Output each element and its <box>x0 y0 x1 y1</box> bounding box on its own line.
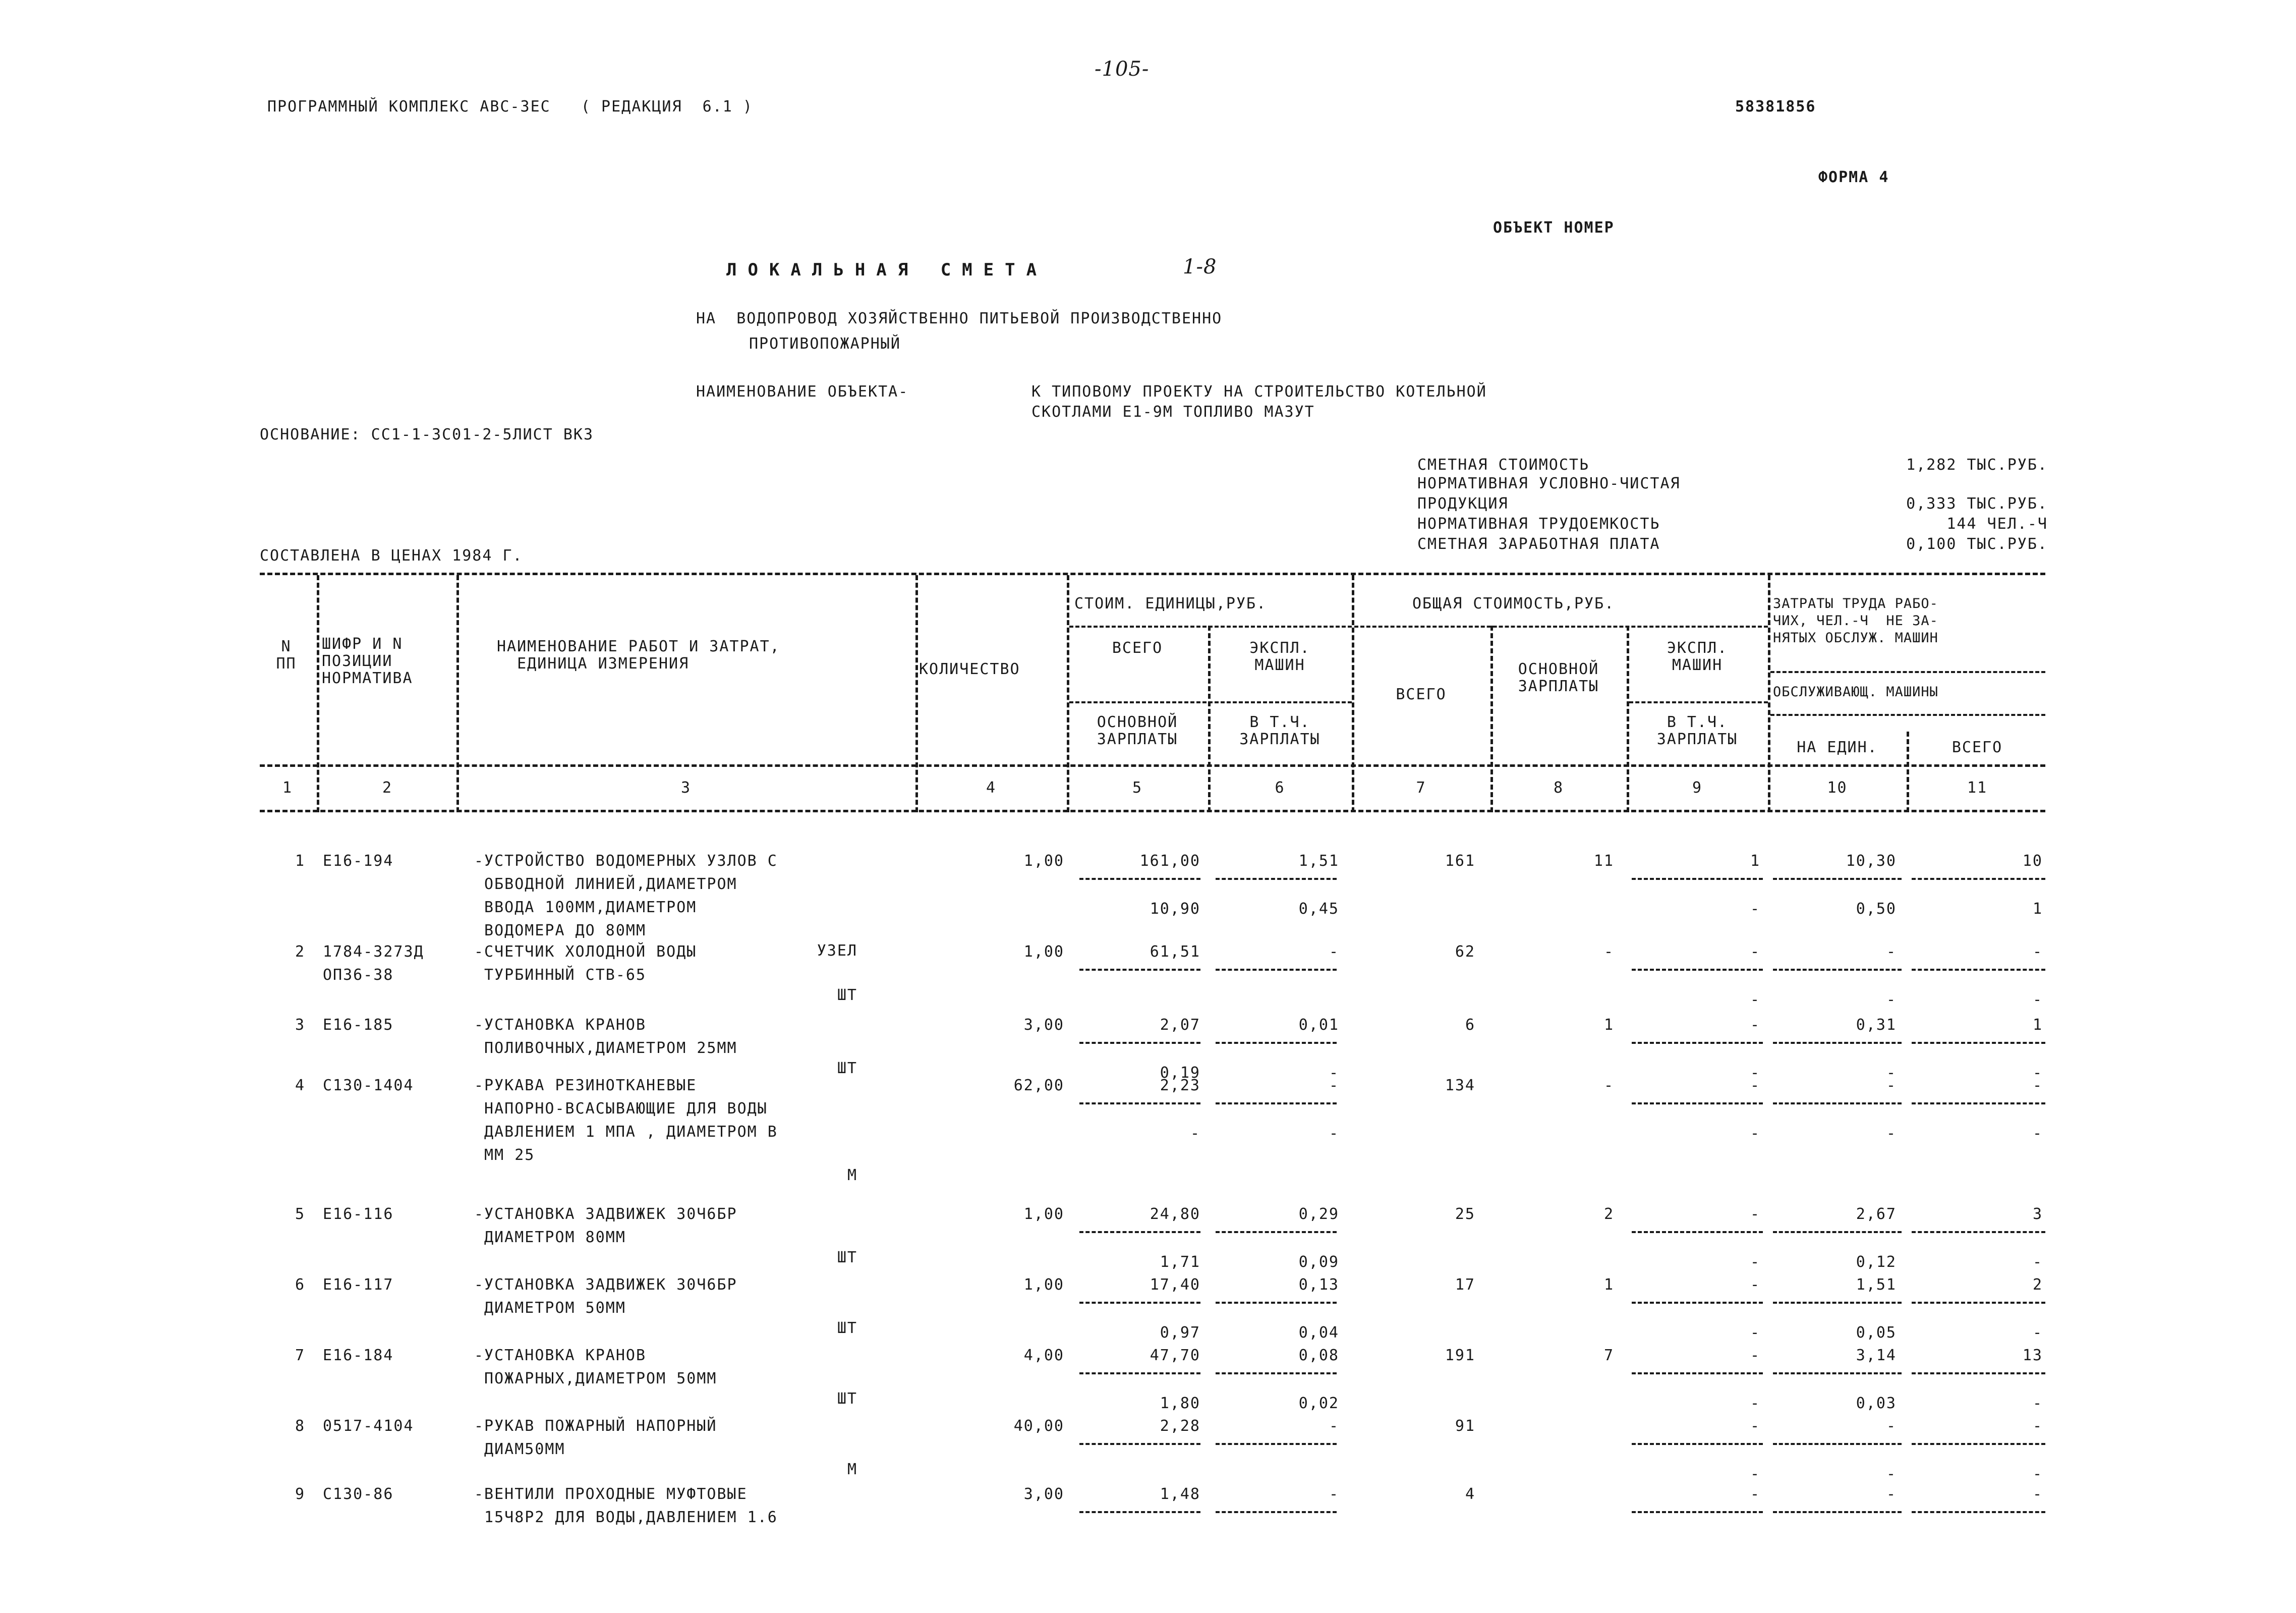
row-rule-11 <box>1912 1231 2045 1233</box>
row-unit-cost-machine-wages: 0,45 <box>1298 900 1339 918</box>
row-code: Е16-117 <box>323 1276 394 1294</box>
row-unit-cost-machine-wages: 0,02 <box>1298 1395 1339 1412</box>
summary-value: 0,100 ТЫС.РУБ. <box>1906 535 2048 553</box>
row-rule-6 <box>1216 1511 1337 1513</box>
object-label: НАИМЕНОВАНИЕ ОБЪЕКТА- <box>696 383 909 401</box>
row-name-line: -УСТРОЙСТВО ВОДОМЕРНЫХ УЗЛОВ С <box>474 852 778 870</box>
summary-value: 144 ЧЕЛ.-Ч <box>1946 515 2048 533</box>
col-header-9-top: ЭКСПЛ. МАШИН <box>1667 639 1728 674</box>
row-unit-cost-total: 1,48 <box>1160 1485 1200 1503</box>
col-header-9-bottom: В Т.Ч. ЗАРПЛАТЫ <box>1656 713 1738 748</box>
row-total-wages: 11 <box>1593 852 1614 870</box>
col-number-8: 8 <box>1553 779 1564 797</box>
col-number-9: 9 <box>1692 779 1703 797</box>
row-number: 6 <box>295 1276 305 1294</box>
row-total-machine-wages: - <box>1750 900 1760 918</box>
row-labor-total-machines: 1 <box>2032 900 2043 918</box>
row-rule-5 <box>1079 1372 1200 1374</box>
row-unit-cost-machines: - <box>1329 1485 1339 1503</box>
row-rule-11 <box>1912 1443 2045 1445</box>
col-number-7: 7 <box>1416 779 1426 797</box>
summary-value: 0,333 ТЫС.РУБ. <box>1906 495 2048 513</box>
row-rule-9 <box>1632 1102 1763 1104</box>
row-labor-total: - <box>2032 1077 2043 1094</box>
row-rule-9 <box>1632 878 1763 880</box>
row-total-cost: 161 <box>1445 852 1475 870</box>
labor-rule-2 <box>1770 714 2045 716</box>
row-unit-cost-total: 2,07 <box>1160 1016 1200 1034</box>
col-header-unit-cost: СТОИМ. ЕДИНИЦЫ,РУБ. <box>1074 595 1267 613</box>
row-name-line: ВВОДА 100ММ,ДИАМЕТРОМ <box>474 899 697 916</box>
row-name-line: -РУКАВ ПОЖАРНЫЙ НАПОРНЫЙ <box>474 1417 717 1435</box>
row-name-line: ВОДОМЕРА ДО 80ММ <box>474 922 647 939</box>
row-rule-9 <box>1632 1302 1763 1304</box>
row-labor-total-machines: - <box>2032 1253 2043 1271</box>
row-labor-per-unit-machines: - <box>1886 1465 1897 1483</box>
row-unit-cost-total: 47,70 <box>1150 1347 1200 1364</box>
row-labor-per-unit-machines: 0,12 <box>1856 1253 1897 1271</box>
row-rule-9 <box>1632 1372 1763 1374</box>
row-quantity: 3,00 <box>1023 1016 1064 1034</box>
row-rule-6 <box>1216 1443 1337 1445</box>
row-labor-total: 2 <box>2032 1276 2043 1294</box>
row-rule-11 <box>1912 969 2045 971</box>
row-unit-cost-wages: 10,90 <box>1150 900 1200 918</box>
col-header-6-bottom: В Т.Ч. ЗАРПЛАТЫ <box>1239 713 1321 748</box>
row-number: 7 <box>295 1347 305 1364</box>
row-rule-6 <box>1216 969 1337 971</box>
summary-label: СМЕТНАЯ СТОИМОСТЬ <box>1417 456 1590 474</box>
row-rule-6 <box>1216 1042 1337 1044</box>
row-total-machine-wages: - <box>1750 1324 1760 1342</box>
row-total-machine-wages: - <box>1750 1125 1760 1142</box>
total-cost-rule <box>1354 626 1768 628</box>
row-total-machines: - <box>1750 1077 1760 1094</box>
row-rule-11 <box>1912 1102 2045 1104</box>
row-name-line: -УСТАНОВКА ЗАДВИЖЕК 30Ч6БР <box>474 1205 737 1223</box>
row-rule-5 <box>1079 1042 1200 1044</box>
col-header-6-top: ЭКСПЛ. МАШИН <box>1249 639 1310 674</box>
row-labor-total: - <box>2032 1417 2043 1435</box>
row-code-extra: ОП36-38 <box>323 966 394 984</box>
row-number: 4 <box>295 1077 305 1094</box>
row-name-line: ДИАМ50ММ <box>474 1440 565 1458</box>
row-unit-cost-machines: - <box>1329 1077 1339 1094</box>
col-divider-4 <box>1067 575 1069 812</box>
row-total-cost: 4 <box>1465 1485 1475 1503</box>
row-unit-cost-total: 161,00 <box>1139 852 1200 870</box>
row-rule-5 <box>1079 1102 1200 1104</box>
form-number: ФОРМА 4 <box>1818 169 1889 186</box>
row-unit-cost-machine-wages: 0,09 <box>1298 1253 1339 1271</box>
row-labor-total-machines: - <box>2032 1465 2043 1483</box>
machines-mid-rule <box>1629 701 1768 703</box>
row-rule-10 <box>1773 1102 1902 1104</box>
row-name-line: ПОЖАРНЫХ,ДИАМЕТРОМ 50ММ <box>474 1370 717 1387</box>
row-number: 5 <box>295 1205 305 1223</box>
row-unit: ШТ <box>837 1390 857 1408</box>
row-number: 3 <box>295 1016 305 1034</box>
row-quantity: 3,00 <box>1023 1485 1064 1503</box>
row-rule-10 <box>1773 1302 1902 1304</box>
col-header-name: НАИМЕНОВАНИЕ РАБОТ И ЗАТРАТ, ЕДИНИЦА ИЗМЕРЕНИЯ <box>497 638 780 673</box>
summary-label: НОРМАТИВНАЯ ТРУДОЕМКОСТЬ <box>1417 515 1660 533</box>
row-labor-total: 3 <box>2032 1205 2043 1223</box>
row-name-line: ПОЛИВОЧНЫХ,ДИАМЕТРОМ 25ММ <box>474 1039 737 1057</box>
col-divider-3 <box>915 575 918 812</box>
estimate-subject-line2: ПРОТИВОПОЖАРНЫЙ <box>749 335 901 353</box>
row-code: С130-1404 <box>323 1077 414 1094</box>
row-unit-cost-machines: - <box>1329 943 1339 961</box>
table-top-rule <box>260 573 2045 575</box>
row-labor-per-unit: - <box>1886 1485 1897 1503</box>
number-row-rule <box>260 810 2045 812</box>
row-total-machine-wages: - <box>1750 1395 1760 1412</box>
row-labor-total-machines: - <box>2032 1125 2043 1142</box>
row-code: Е16-185 <box>323 1016 394 1034</box>
row-rule-10 <box>1773 969 1902 971</box>
row-unit-cost-wages: 1,80 <box>1160 1395 1200 1412</box>
object-name-line1: К ТИПОВОМУ ПРОЕКТУ НА СТРОИТЕЛЬСТВО КОТЕЛЬНОЙ <box>1031 383 1487 401</box>
row-labor-per-unit: 1,51 <box>1856 1276 1897 1294</box>
col-number-3: 3 <box>680 779 692 797</box>
row-labor-per-unit: - <box>1886 1417 1897 1435</box>
row-total-machines: - <box>1750 943 1760 961</box>
row-quantity: 4,00 <box>1023 1347 1064 1364</box>
row-unit: ШТ <box>837 1319 857 1337</box>
page-number: -105- <box>1095 58 1150 81</box>
row-rule-9 <box>1632 1511 1763 1513</box>
col-divider-9 <box>1768 575 1770 812</box>
row-rule-5 <box>1079 1511 1200 1513</box>
row-unit-cost-machine-wages: - <box>1329 1125 1339 1142</box>
row-rule-6 <box>1216 878 1337 880</box>
col-header-7: ВСЕГО <box>1396 686 1447 703</box>
row-total-machines: - <box>1750 1016 1760 1034</box>
row-labor-per-unit: - <box>1886 943 1897 961</box>
row-unit-cost-wages: 1,71 <box>1160 1253 1200 1271</box>
row-code: Е16-116 <box>323 1205 394 1223</box>
row-name-line: -УСТАНОВКА КРАНОВ <box>474 1347 647 1364</box>
row-number: 1 <box>295 852 305 870</box>
row-total-wages: 7 <box>1603 1347 1614 1364</box>
row-rule-5 <box>1079 1231 1200 1233</box>
row-total-wages: 1 <box>1603 1276 1614 1294</box>
col-divider-2 <box>456 575 459 812</box>
row-number: 2 <box>295 943 305 961</box>
col-header-5-bottom: ОСНОВНОЙ ЗАРПЛАТЫ <box>1097 713 1178 748</box>
summary-label: СМЕТНАЯ ЗАРАБОТНАЯ ПЛАТА <box>1417 535 1660 553</box>
row-rule-11 <box>1912 1372 2045 1374</box>
row-code: Е16-184 <box>323 1347 394 1364</box>
col-header-code: ШИФР И N ПОЗИЦИИ НОРМАТИВА <box>322 635 413 687</box>
col-header-8: ОСНОВНОЙ ЗАРПЛАТЫ <box>1518 660 1599 695</box>
row-name-line: -СЧЕТЧИК ХОЛОДНОЙ ВОДЫ <box>474 943 697 961</box>
basis-line: ОСНОВАНИЕ: СС1-1-3С01-2-5ЛИСТ ВК3 <box>260 426 594 443</box>
row-labor-per-unit: 10,30 <box>1846 852 1897 870</box>
col-header-labor: ЗАТРАТЫ ТРУДА РАБО- ЧИХ, ЧЕЛ.-Ч НЕ ЗА- НЯТЫХ ОБСЛУЖ. МАШИН <box>1773 596 1938 646</box>
row-rule-5 <box>1079 1302 1200 1304</box>
row-rule-9 <box>1632 1443 1763 1445</box>
row-rule-9 <box>1632 1042 1763 1044</box>
col-number-1: 1 <box>282 779 293 797</box>
row-unit: М <box>847 1461 857 1478</box>
row-name-line: -УСТАНОВКА КРАНОВ <box>474 1016 647 1034</box>
row-rule-10 <box>1773 1042 1902 1044</box>
row-rule-5 <box>1079 878 1200 880</box>
row-name-line: -УСТАНОВКА ЗАДВИЖЕК 30Ч6БР <box>474 1276 737 1294</box>
row-labor-total: 10 <box>2022 852 2043 870</box>
unit-cost-rule <box>1069 626 1352 628</box>
row-code: 0517-4104 <box>323 1417 414 1435</box>
row-total-wages: - <box>1603 1077 1614 1094</box>
row-total-wages: 1 <box>1603 1016 1614 1034</box>
row-labor-total: - <box>2032 943 2043 961</box>
row-labor-total-machines: - <box>2032 1324 2043 1342</box>
row-unit: ШТ <box>837 1249 857 1266</box>
row-rule-5 <box>1079 1443 1200 1445</box>
row-name-line: -ВЕНТИЛИ ПРОХОДНЫЕ МУФТОВЫЕ <box>474 1485 748 1503</box>
estimate-title: ЛОКАЛЬНАЯ СМЕТА <box>726 260 1048 280</box>
row-labor-per-unit-machines: 0,03 <box>1856 1395 1897 1412</box>
unit-cost-mid-rule <box>1069 701 1352 703</box>
row-rule-6 <box>1216 1102 1337 1104</box>
col-header-quantity: КОЛИЧЕСТВО <box>919 660 1020 678</box>
row-number: 8 <box>295 1417 305 1435</box>
row-total-wages: 2 <box>1603 1205 1614 1223</box>
row-unit-cost-machines: 1,51 <box>1298 852 1339 870</box>
row-total-machines: - <box>1750 1276 1760 1294</box>
row-total-machines: - <box>1750 1347 1760 1364</box>
col-number-2: 2 <box>382 779 393 797</box>
summary-label: НОРМАТИВНАЯ УСЛОВНО-ЧИСТАЯ <box>1417 475 1681 492</box>
col-number-11: 11 <box>1967 779 1988 797</box>
row-labor-per-unit: 2,67 <box>1856 1205 1897 1223</box>
row-quantity: 1,00 <box>1023 943 1064 961</box>
program-name: ПРОГРАММНЫЙ КОМПЛЕКС АВС-3ЕС ( РЕДАКЦИЯ 6.1 ) <box>267 98 753 116</box>
header-bottom-rule <box>260 764 2045 767</box>
row-unit: М <box>847 1166 857 1184</box>
row-total-cost: 191 <box>1445 1347 1475 1364</box>
row-rule-9 <box>1632 1231 1763 1233</box>
row-quantity: 1,00 <box>1023 1205 1064 1223</box>
row-code: 1784-3273Д <box>323 943 424 961</box>
row-code: Е16-194 <box>323 852 394 870</box>
row-unit-cost-machines: 0,08 <box>1298 1347 1339 1364</box>
row-unit: ШТ <box>837 986 857 1004</box>
row-name-line: ДИАМЕТРОМ 80ММ <box>474 1229 626 1246</box>
row-unit-cost-machines: 0,01 <box>1298 1016 1339 1034</box>
row-name-line: ТУРБИННЫЙ СТВ-65 <box>474 966 647 984</box>
row-unit-cost-machine-wages: 0,04 <box>1298 1324 1339 1342</box>
col-number-4: 4 <box>986 779 997 797</box>
row-total-cost: 6 <box>1465 1016 1475 1034</box>
row-quantity: 40,00 <box>1013 1417 1064 1435</box>
row-code: С130-86 <box>323 1485 394 1503</box>
row-unit-cost-wages: 0,97 <box>1160 1324 1200 1342</box>
col-header-10: НА ЕДИН. <box>1797 739 1878 756</box>
row-rule-10 <box>1773 1511 1902 1513</box>
row-unit-cost-total: 17,40 <box>1150 1276 1200 1294</box>
row-total-cost: 134 <box>1445 1077 1475 1094</box>
row-total-machine-wages: - <box>1750 1253 1760 1271</box>
row-rule-10 <box>1773 1231 1902 1233</box>
row-quantity: 1,00 <box>1023 1276 1064 1294</box>
row-unit-cost-wages: 0,19 <box>1160 1064 1200 1082</box>
row-name-line: 15Ч8Р2 ДЛЯ ВОДЫ,ДАВЛЕНИЕМ 1.6 <box>474 1509 778 1526</box>
row-total-machines: - <box>1750 1205 1760 1223</box>
row-labor-per-unit-machines: - <box>1886 1125 1897 1142</box>
row-name-line: -РУКАВА РЕЗИНОТКАНЕВЫЕ <box>474 1077 697 1094</box>
estimate-subject-line1: НА ВОДОПРОВОД ХОЗЯЙСТВЕННО ПИТЬЕВОЙ ПРОИЗВОДСТВЕННО <box>696 310 1223 327</box>
object-number: ОБЪЕКТ НОМЕР <box>1493 219 1615 237</box>
row-labor-total: 13 <box>2022 1347 2043 1364</box>
row-total-machines: 1 <box>1750 852 1760 870</box>
row-rule-11 <box>1912 878 2045 880</box>
row-rule-10 <box>1773 878 1902 880</box>
compiled-in-prices: СОСТАВЛЕНА В ЦЕНАХ 1984 Г. <box>260 547 523 565</box>
row-total-cost: 17 <box>1455 1276 1475 1294</box>
row-unit-cost-total: 24,80 <box>1150 1205 1200 1223</box>
row-total-machine-wages: - <box>1750 991 1760 1009</box>
row-total-machines: - <box>1750 1485 1760 1503</box>
row-total-wages: - <box>1603 943 1614 961</box>
row-rule-6 <box>1216 1302 1337 1304</box>
row-labor-per-unit-machines: - <box>1886 991 1897 1009</box>
col-header-number: N ПП <box>276 638 297 673</box>
document-code: 58381856 <box>1735 98 1816 116</box>
row-labor-total-machines: - <box>2032 1395 2043 1412</box>
row-number: 9 <box>295 1485 305 1503</box>
row-unit-cost-total: 61,51 <box>1150 943 1200 961</box>
row-labor-total: 1 <box>2032 1016 2043 1034</box>
row-unit-cost-machines: 0,29 <box>1298 1205 1339 1223</box>
summary-label: ПРОДУКЦИЯ <box>1417 495 1509 513</box>
labor-rule-1 <box>1770 671 2045 673</box>
row-unit-cost-machine-wages: - <box>1329 1064 1339 1082</box>
row-name-line: ММ 25 <box>474 1146 535 1164</box>
row-unit-cost-machines: 0,13 <box>1298 1276 1339 1294</box>
col-number-10: 10 <box>1827 779 1848 797</box>
row-total-machine-wages: - <box>1750 1064 1760 1082</box>
col-header-11: ВСЕГО <box>1951 739 2003 756</box>
row-labor-per-unit-machines: - <box>1886 1064 1897 1082</box>
summary-value: 1,282 ТЫС.РУБ. <box>1906 456 2048 474</box>
object-name-line2: СКОТЛАМИ Е1-9М ТОПЛИВО МАЗУТ <box>1031 403 1315 421</box>
estimate-number: 1-8 <box>1183 255 1217 279</box>
row-rule-5 <box>1079 969 1200 971</box>
row-labor-per-unit-machines: 0,05 <box>1856 1324 1897 1342</box>
row-labor-per-unit-machines: 0,50 <box>1856 900 1897 918</box>
row-labor-per-unit: 0,31 <box>1856 1016 1897 1034</box>
row-labor-per-unit: - <box>1886 1077 1897 1094</box>
row-rule-10 <box>1773 1443 1902 1445</box>
row-name-line: НАПОРНО-ВСАСЫВАЮЩИЕ ДЛЯ ВОДЫ <box>474 1100 768 1118</box>
col-header-5-top: ВСЕГО <box>1112 639 1163 657</box>
row-name-line: ОБВОДНОЙ ЛИНИЕЙ,ДИАМЕТРОМ <box>474 875 737 893</box>
row-labor-total: - <box>2032 1485 2043 1503</box>
row-labor-total-machines: - <box>2032 991 2043 1009</box>
row-total-cost: 25 <box>1455 1205 1475 1223</box>
row-unit-cost-total: 2,23 <box>1160 1077 1200 1094</box>
col-header-total-cost: ОБЩАЯ СТОИМОСТЬ,РУБ. <box>1412 595 1615 613</box>
row-quantity: 1,00 <box>1023 852 1064 870</box>
row-unit-cost-machines: - <box>1329 1417 1339 1435</box>
row-unit-cost-wages: - <box>1190 1125 1200 1142</box>
row-rule-10 <box>1773 1372 1902 1374</box>
col-number-6: 6 <box>1275 779 1285 797</box>
row-unit-cost-total: 2,28 <box>1160 1417 1200 1435</box>
row-total-machine-wages: - <box>1750 1465 1760 1483</box>
col-divider-1 <box>317 575 319 812</box>
col-number-5: 5 <box>1132 779 1143 797</box>
row-rule-11 <box>1912 1042 2045 1044</box>
row-total-cost: 62 <box>1455 943 1475 961</box>
row-rule-6 <box>1216 1372 1337 1374</box>
row-rule-6 <box>1216 1231 1337 1233</box>
row-rule-9 <box>1632 969 1763 971</box>
row-total-cost: 91 <box>1455 1417 1475 1435</box>
row-labor-per-unit: 3,14 <box>1856 1347 1897 1364</box>
row-unit: ШТ <box>837 1060 857 1077</box>
col-header-labor-sub: ОБСЛУЖИВАЮЩ. МАШИНЫ <box>1773 684 1938 700</box>
row-rule-11 <box>1912 1302 2045 1304</box>
row-name-line: ДАВЛЕНИЕМ 1 МПА , ДИАМЕТРОМ В <box>474 1123 778 1141</box>
row-total-machines: - <box>1750 1417 1760 1435</box>
row-unit: УЗЕЛ <box>817 942 857 960</box>
row-rule-11 <box>1912 1511 2045 1513</box>
row-quantity: 62,00 <box>1013 1077 1064 1094</box>
row-labor-total-machines: - <box>2032 1064 2043 1082</box>
row-name-line: ДИАМЕТРОМ 50ММ <box>474 1299 626 1317</box>
